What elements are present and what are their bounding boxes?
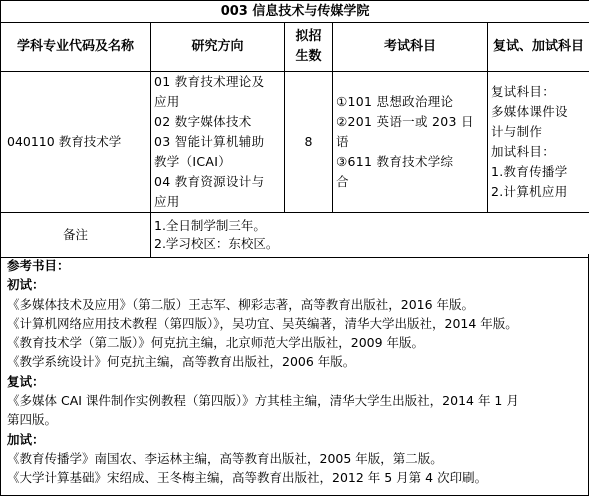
header-quota-line1: 拟招 [295, 29, 322, 44]
enrollment-quota: 8 [285, 72, 333, 213]
direction-line: 应用 [154, 94, 180, 109]
retest-line: 2.计算机应用 [491, 184, 568, 199]
header-quota-line2: 生数 [295, 49, 322, 64]
retest-heading: 复试： [7, 373, 45, 389]
remark-line: 1.全日制学制三年。 [154, 218, 266, 233]
reference-item: 《多媒体技术及应用》（第二版）王志军、柳彩志著，高等教育出版社，2016 年版。 [7, 296, 475, 312]
exam-line: 语 [336, 134, 349, 149]
direction-line: 03 智能计算机辅助 [154, 134, 265, 149]
reference-item: 第四版。 [7, 412, 58, 428]
retest-line: 多媒体课件设 [491, 104, 568, 119]
reference-item: 《计算机网络应用技术教程（第四版）》，吴功宜、吴英编著，清华大学出版社，2014 年版。 [7, 315, 518, 331]
initial-exam-heading: 初试： [7, 277, 45, 293]
retest-line: 加试科目： [491, 144, 556, 159]
retest-line: 复试科目： [491, 84, 556, 99]
exam-line: 合 [336, 174, 349, 189]
research-directions [151, 72, 285, 213]
college-title: 003 信息技术与传媒学院 [1, 1, 589, 23]
header-exam: 考试科目 [333, 23, 488, 72]
reference-item: 《多媒体 CAI 课件制作实例教程（第四版）》方其桂主编，清华大学生出版社，2014 年 1 月 [7, 393, 519, 409]
extra-exam-heading: 加试： [7, 431, 45, 447]
exam-subjects [333, 72, 488, 213]
header-direction: 研究方向 [151, 23, 285, 72]
reference-item: 《教育技术学（第二版）》何克抗主编，北京师范大学出版社，2009 年版。 [7, 335, 425, 351]
direction-line: 02 数字媒体技术 [154, 114, 252, 129]
exam-line: ②201 英语一或 203 日 [336, 114, 474, 129]
reference-item: 《教育传播学》南国农、李运林主编，高等教育出版社，2005 年版，第二版。 [7, 450, 443, 466]
header-subject: 学科专业代码及名称 [1, 23, 151, 72]
exam-line: ③611 教育技术学综 [336, 154, 454, 169]
remarks-label: 备注 [1, 213, 151, 258]
direction-line: 应用 [154, 194, 180, 209]
remark-line: 2.学习校区：东校区。 [154, 236, 279, 251]
program-code-name: 040110 教育技术学 [1, 72, 151, 213]
remarks-content [151, 213, 589, 258]
direction-line: 教学（ICAI） [154, 154, 232, 169]
retest-line: 1.教育传播学 [491, 164, 568, 179]
direction-line: 01 教育技术理论及 [154, 74, 265, 89]
retest-subjects [488, 72, 589, 213]
reference-item: 《教学系统设计》何克抗主编，高等教育出版社，2006 年版。 [7, 354, 356, 370]
reference-item: 《大学计算基础》宋绍成、王冬梅主编，高等教育出版社，2012 年 5 月第 4 次印刷。 [7, 470, 488, 486]
retest-line: 计与制作 [491, 124, 543, 139]
reference-books [0, 254, 589, 496]
exam-line: ①101 思想政治理论 [336, 94, 454, 109]
header-retest: 复试、加试科目 [488, 23, 589, 72]
direction-line: 04 教育资源设计与 [154, 174, 265, 189]
header-quota [285, 23, 333, 72]
references-heading: 参考书目： [7, 258, 70, 273]
